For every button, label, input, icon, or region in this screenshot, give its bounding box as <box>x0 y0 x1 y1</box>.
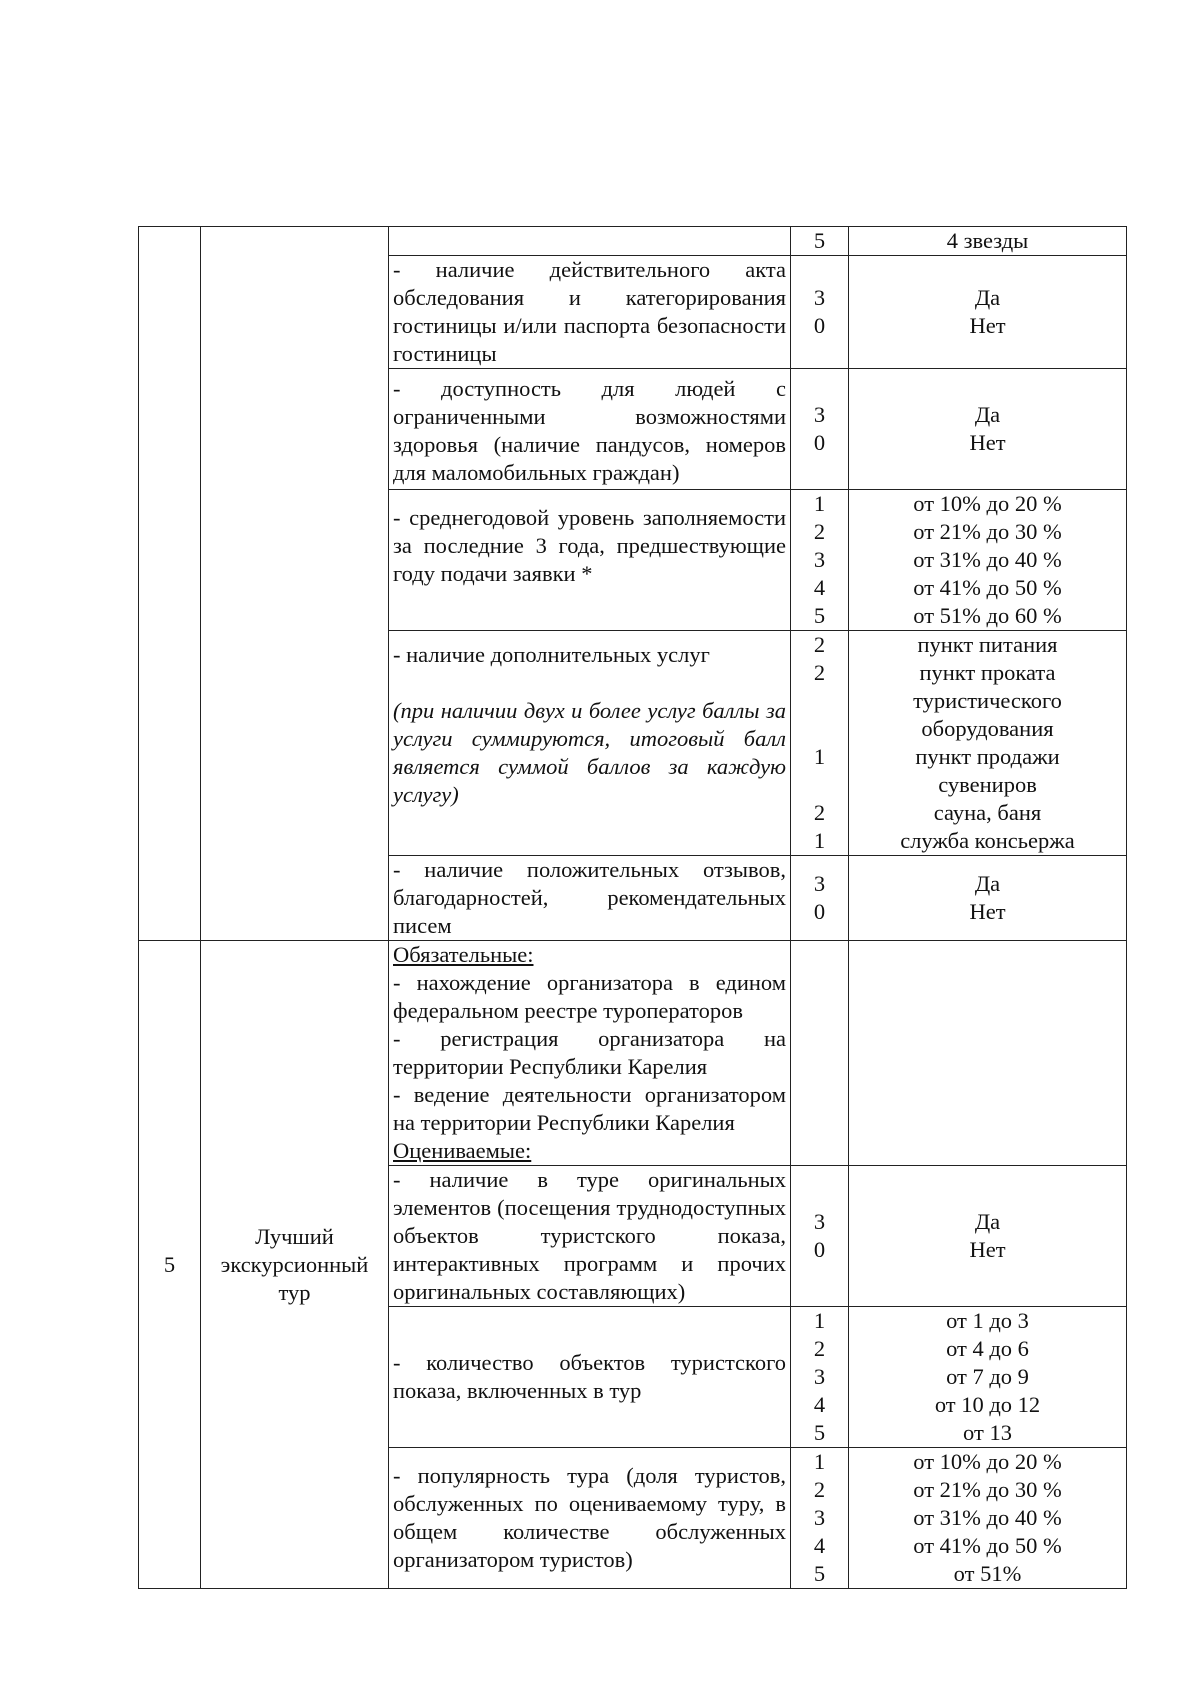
value-cell: от 10% до 20 % от 21% до 30 % от 31% до 40 % от 41% до 50 % от 51% до 60 % <box>849 490 1127 631</box>
criterion-cell <box>389 227 791 256</box>
points-cell: 5 <box>791 227 849 256</box>
points-cell: 1 2 3 4 5 <box>791 1307 849 1448</box>
points-cell: 1 2 3 4 5 <box>791 1448 849 1589</box>
mandatory-header: Обязательные: <box>393 942 534 967</box>
additional-services-note: (при наличии двух и более услуг баллы за услуги суммируются, итоговый балл является суммой баллов за каждую услугу) <box>393 698 786 807</box>
nomination-cell-continued <box>201 227 389 941</box>
points-cell: 1 2 3 4 5 <box>791 490 849 631</box>
points-cell: 3 0 <box>791 256 849 369</box>
number-cell-continued <box>139 227 201 941</box>
additional-services-label: - наличие дополнительных услуг <box>393 642 710 667</box>
value-cell: Да Нет <box>849 856 1127 941</box>
criterion-cell: - популярность тура (доля туристов, обслуженных по оцениваемому туру, в общем количестве обслуженных организатором туристов) <box>389 1448 791 1589</box>
mandatory-item: - нахождение организатора в едином федеральном реестре туроператоров <box>393 970 786 1023</box>
value-cell: от 1 до 3 от 4 до 6 от 7 до 9 от 10 до 12 от 13 <box>849 1307 1127 1448</box>
mandatory-item: - ведение деятельности организатором на территории Республики Карелия <box>393 1082 786 1135</box>
criterion-cell <box>389 631 791 856</box>
value-cell: Да Нет <box>849 369 1127 490</box>
requirements-cell <box>389 941 791 1166</box>
value-cell <box>849 941 1127 1166</box>
nomination-title: Лучший экскурсионный тур <box>201 941 389 1589</box>
criterion-cell: - доступность для людей с ограниченными возможностями здоровья (наличие пандусов, номеров для маломобильных граждан) <box>389 369 791 490</box>
value-cell: Да Нет <box>849 1166 1127 1307</box>
section-number: 5 <box>139 941 201 1589</box>
points-cell: 3 0 <box>791 369 849 490</box>
criterion-cell: - наличие в туре оригинальных элементов (посещения труднодоступных объектов туристского показа, интерактивных программ и прочих оригинальных составляющих) <box>389 1166 791 1307</box>
points-cell <box>791 941 849 1166</box>
points-cell: 3 0 <box>791 1166 849 1307</box>
criterion-cell: - среднегодовой уровень заполняемости за последние 3 года, предшествующие году подачи заявки * <box>389 490 791 631</box>
table-row <box>139 227 1127 256</box>
mandatory-item: - регистрация организатора на территории Республики Карелия <box>393 1026 786 1079</box>
points-cell: 2 2 1 2 1 <box>791 631 849 856</box>
criterion-cell: - наличие положительных отзывов, благодарностей, рекомендательных писем <box>389 856 791 941</box>
value-cell: 4 звезды <box>849 227 1127 256</box>
criterion-cell: - наличие действительного акта обследования и категорирования гостиницы и/или паспорта безопасности гостиницы <box>389 256 791 369</box>
criteria-table <box>138 226 1127 1589</box>
criterion-cell: - количество объектов туристского показа, включенных в тур <box>389 1307 791 1448</box>
value-cell: Да Нет <box>849 256 1127 369</box>
table-row <box>139 941 1127 1166</box>
points-cell: 3 0 <box>791 856 849 941</box>
value-cell: пункт питания пункт проката туристического оборудования пункт продажи сувениров сауна, баня служба консьержа <box>849 631 1127 856</box>
value-cell: от 10% до 20 % от 21% до 30 % от 31% до 40 % от 41% до 50 % от 51% <box>849 1448 1127 1589</box>
evaluated-header: Оцениваемые: <box>393 1138 532 1163</box>
